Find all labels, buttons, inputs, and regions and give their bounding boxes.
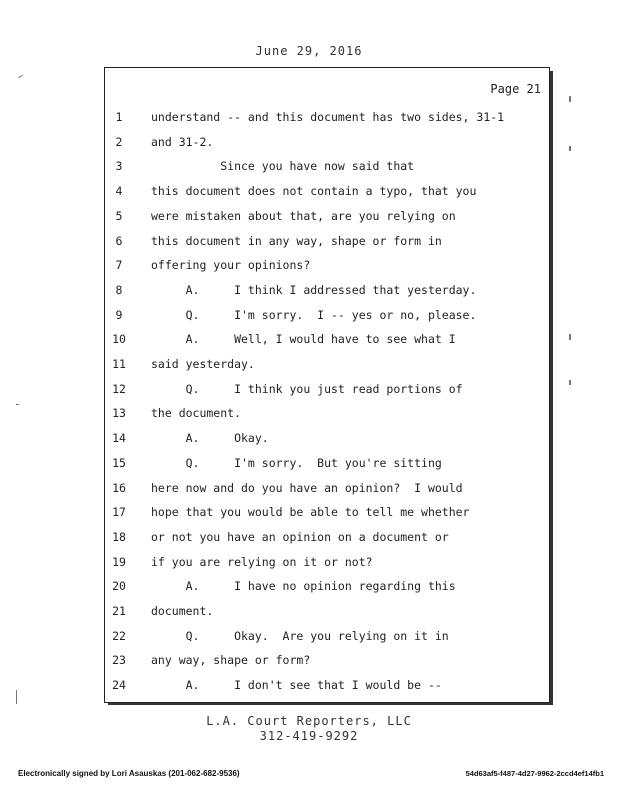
transcript-line: [105, 505, 549, 523]
line-number: 9: [115, 307, 123, 322]
scan-mark: [569, 146, 571, 151]
line-number: 4: [115, 184, 123, 199]
line-number: 6: [115, 233, 123, 248]
document-id: 54d63af5-f487-4d27-9962-2ccd4ef14fb1: [465, 769, 604, 778]
transcript-line: [105, 456, 549, 474]
transcript-line: [105, 604, 549, 622]
transcript-line: [105, 159, 549, 177]
line-text: A. I have no opinion regarding this: [151, 579, 456, 594]
line-text: if you are relying on it or not?: [151, 554, 373, 569]
transcript-line: [105, 234, 549, 252]
court-reporter-phone: 312-419-9292: [259, 729, 359, 743]
line-text: Q. I'm sorry. I -- yes or no, please.: [151, 307, 477, 322]
electronic-signature: Electronically signed by Lori Asauskas (201-062-682-9536): [18, 769, 240, 778]
line-text: A. I think I addressed that yesterday.: [151, 282, 477, 297]
scan-mark: [569, 380, 571, 385]
line-number: 16: [112, 480, 126, 495]
line-text: understand -- and this document has two sides, 31-1: [151, 110, 505, 124]
transcript-line: [105, 184, 549, 202]
line-number: 19: [112, 554, 126, 569]
transcript-line: [105, 678, 549, 696]
scan-mark: [569, 334, 571, 340]
line-text: Since you have now said that: [151, 159, 415, 174]
line-number: 7: [115, 258, 123, 273]
line-number: 22: [112, 628, 126, 643]
line-text: document.: [151, 604, 214, 618]
line-number: 12: [112, 381, 126, 396]
line-number: 8: [115, 282, 123, 297]
transcript-date: June 29, 2016: [255, 44, 363, 58]
line-text: offering your opinions?: [151, 258, 311, 273]
transcript-line: [105, 530, 549, 548]
line-text: or not you have an opinion on a document or: [151, 529, 449, 544]
line-text: the document.: [151, 406, 242, 421]
line-number: 1: [115, 110, 123, 124]
scan-mark: [18, 75, 23, 78]
line-number: 2: [115, 134, 123, 149]
line-text: A. Well, I would have to see what I: [151, 332, 456, 347]
transcript-line: [105, 382, 549, 400]
transcript-line: [105, 209, 549, 227]
transcript-line: [105, 481, 549, 499]
transcript-line: [105, 332, 549, 350]
scan-mark: [16, 690, 17, 704]
line-text: A. Okay.: [151, 431, 269, 446]
transcript-line: [105, 579, 549, 597]
line-number: 23: [112, 653, 126, 668]
court-reporter-name: L.A. Court Reporters, LLC: [206, 714, 412, 728]
line-text: any way, shape or form?: [151, 653, 311, 668]
line-text: said yesterday.: [151, 357, 255, 371]
line-number: 14: [112, 431, 126, 446]
line-number: 3: [115, 159, 123, 174]
line-number: 18: [112, 529, 126, 544]
line-number: 21: [112, 604, 126, 618]
line-number: 13: [112, 406, 126, 421]
transcript-line: [105, 110, 549, 128]
scan-mark: [16, 404, 19, 405]
scan-mark: [569, 96, 571, 102]
transcript-line: [105, 555, 549, 573]
transcript-line: [105, 308, 549, 326]
line-number: 24: [112, 678, 126, 693]
line-text: and 31-2.: [151, 134, 214, 149]
transcript-line: [105, 135, 549, 153]
line-number: 20: [112, 579, 126, 594]
line-text: Q. I think you just read portions of: [151, 381, 463, 396]
line-text: here now and do you have an opinion? I would: [151, 480, 463, 495]
line-number: 17: [112, 505, 126, 520]
line-number: 15: [112, 455, 126, 470]
page-number-label: Page 21: [490, 82, 541, 96]
transcript-line: [105, 357, 549, 375]
transcript-line: [105, 629, 549, 647]
line-number: 11: [112, 357, 126, 371]
transcript-line: [105, 258, 549, 276]
line-text: this document does not contain a typo, that you: [151, 184, 477, 199]
line-number: 5: [115, 208, 123, 223]
transcript-line: [105, 653, 549, 671]
line-text: hope that you would be able to tell me whether: [151, 505, 470, 520]
line-text: were mistaken about that, are you relying on: [151, 208, 456, 223]
transcript-line: [105, 431, 549, 449]
line-number: 10: [112, 332, 126, 347]
line-text: A. I don't see that I would be --: [151, 678, 442, 693]
transcript-line: [105, 406, 549, 424]
transcript-line: [105, 283, 549, 301]
line-text: Q. Okay. Are you relying on it in: [151, 628, 449, 643]
transcript-page-frame: [104, 67, 550, 703]
line-text: Q. I'm sorry. But you're sitting: [151, 455, 442, 470]
line-text: this document in any way, shape or form in: [151, 233, 442, 248]
